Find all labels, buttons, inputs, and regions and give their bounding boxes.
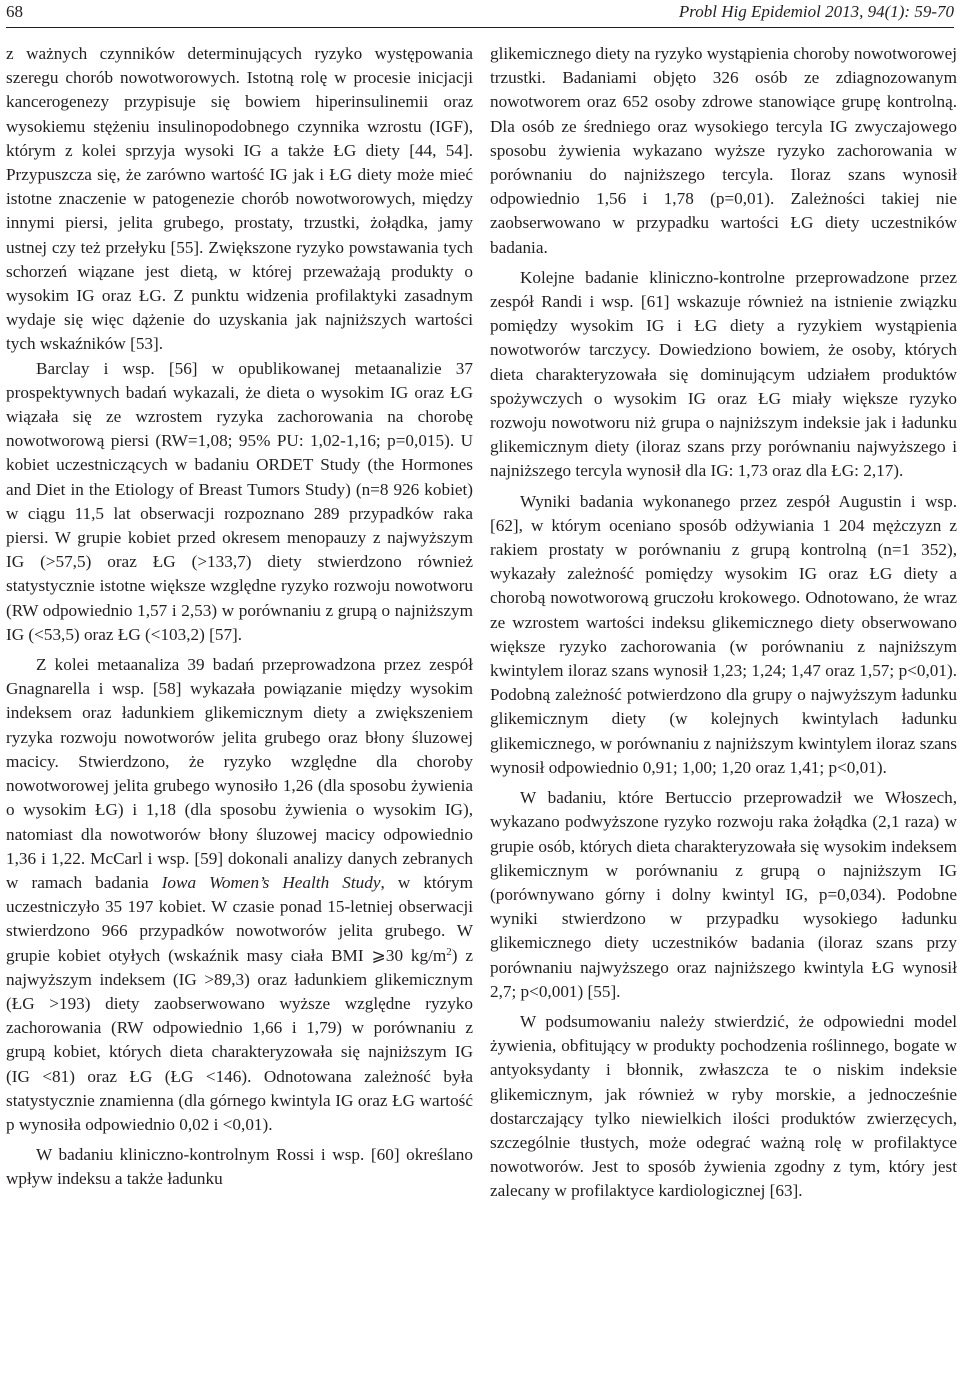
page-number: 68 [6,2,23,21]
paragraph: glikemicznego diety na ryzyko wystąpienia choroby nowotworowej trzustki. Badaniami objęto 326 osób ze zdiagnozowanym nowotworem oraz 652 osoby zdrowe stanowiące grupę kontrolną. Dla osób ze średniego oraz wysokiego tercyla IG zwyczajowego sposobu żywienia wykazano wyższe ryzyko zachorowania w porównaniu do najniższego tercyla. Iloraz szans wynosił odpowiednio 1,56 i 1,78 (p=0,01). Zależności takiej nie zaobserwowano w przypadku wartości ŁG diety uczestników badania. [490,44,957,257]
study-name: Iowa Women’s Health Study [161,872,381,892]
paragraph: Kolejne badanie kliniczno-kontrolne przeprowadzone przez zespół Randi i wsp. [61] wskazuje również na istnienie związku pomiędzy wysokim IG i ŁG diety a ryzykiem wystąpienia nowotworów tarczycy. Dowiedziono bowiem, że osoby, których dieta charakteryzowała się dominującym udziałem produktów spożywczych o wysokim IG oraz ŁG miały większe ryzyko rozwoju nowotworu niż grupa o najniższym indeksie jak i ładunku glikemicznym diety (iloraz szans przy porównaniu najwyższego i najniższego tercyla wynosił dla IG: 1,73 oraz dla ŁG: 2,17). [490,267,957,481]
paragraph: z ważnych czynników determinujących ryzyko występowania szeregu chorób nowotworowych. Istotną rolę w procesie inicjacji kancerogenezy przypisuje się bowiem hiperinsulinemii oraz wysokiemu stężeniu insulinopodobnego czynnika wzrostu (IGF), którym z kolei sprzyja wysoki IG a także ŁG diety [44, 54]. Przypuszcza się, że zarówno wartość IG jak i ŁG diety może mieć istotne znaczenie w patogenezie chorób nowotworowych, między innymi piersi, jelita grubego, prostaty, trzustki, żołądka, jamy ustnej czy też przełyku [55]. Zwiększone ryzyko powstawania tych schorzeń wiązane jest dietą, w której przeważają produkty o wysokim IG oraz ŁG. Z punktu widzenia profilaktyki zasadnym wydaje się więc dążenie do uzyskania jak najniższych wartości tych wskaźników [53]. [6,44,473,354]
left-column [6,42,473,1192]
paragraph-text: ) z najwyższym indeksem (IG >89,3) oraz ładunkiem glikemicznym (ŁG >193) diety zaobserwowano wyższe względne ryzyko zachorowania (RW odpowiednio 1,66 i 1,79) w porównaniu z grupą kobiet, których dieta charakteryzowała się najniższym IG (IG <81) oraz ŁG (ŁG <146). Odnotowana zależność była statystycznie znamienna (dla górnego kwintyla IG oraz ŁG wartość p wynosiła odpowiednio 0,02 i <0,01). [6,945,474,1134]
paragraph-text: , w którym uczestniczyło 35 197 kobiet. W czasie ponad 15-letniej obserwacji stwierdzono 966 przypadków nowotworów jelita grubego. W grupie kobiet otyłych (wskaźnik masy ciała BMI ⩾30 kg/m [6,872,473,965]
journal-reference [679,2,954,22]
page-header [6,0,954,28]
paragraph: Barclay i wsp. [56] w opublikowanej metaanalizie 37 prospektywnych badań wykazali, że dieta o wysokim IG oraz ŁG wiązała się ze wzrostem ryzyka zachorowania na chorobę nowotworową piersi (RW=1,08; 95% PU: 1,02-1,16; p=0,015). U kobiet uczestniczących w badaniu ORDET Study (the Hormones and Diet in the Etiology of Breast Tumors Study) (n=8 926 kobiet) w ciągu 11,5 lat obserwacji rozpoznano 289 przypadków raka piersi. W grupie kobiet przed okresem menopauzy z najwyższym IG (>57,5) oraz ŁG (>133,7) diety stwierdzono również statystycznie istotne większe względne ryzyko rozwoju nowotworu (RW odpowiednio 1,57 i 2,53) w porównaniu z grupą o najniższym IG (<53,5) oraz ŁG (<103,2) [57]. [6,358,473,644]
paragraph: Wyniki badania wykonanego przez zespół Augustin i wsp. [62], w którym oceniano sposób odżywiania 1 204 mężczyzn z rakiem prostaty w porównaniu z grupą kontrolną (n=1 352), wykazały zależność pomiędzy wysokim IG oraz ŁG diety a chorobą nowotworową gruczołu krokowego. Odnotowano, że wraz ze wzrostem wartości indeksu glikemicznego diety obserwowano większe ryzyko zachorowania (w porównaniu z najniższym kwintylem iloraz szans wynosił 1,23; 1,24; 1,47 oraz 1,57; p<0,01). Podobną zależność potwierdzono dla grupy o najwyższym ładunku glikemicznym diety (w kolejnych kwintylach ładunku glikemicznego, w porównaniu z najniższym kwintylem iloraz szans wynosił odpowiednio 0,91; 1,00; 1,20 oraz 1,41; p<0,01). [490,491,957,777]
journal-name: Probl Hig Epidemiol [678,2,821,21]
paragraph: W badaniu, które Bertuccio przeprowadził we Włoszech, wykazano podwyższone ryzyko rozwoju raka żołądka (2,1 raza) w grupie osób, których dieta charakteryzowała się wysokim indeksem glikemicznym w porównaniu z grupą o najniższym IG (porównywano górny i dolny kwintyl IG, p=0,034). Podobne wyniki stwierdzono w przypadku wysokiego ładunku glikemicznego diety uczestników badania (iloraz szans przy porównaniu najwyższego oraz najniższego kwintyla ŁG wynosił 2,7; p<0,001) [55]. [490,788,957,1001]
paragraph-text: Z kolei metaanaliza 39 badań przeprowadzona przez zespół Gnagnarella i wsp. [58] wykazała powiązanie między wysokim indeksem oraz ładunkiem glikemicznym diety a zwiększeniem ryzyka rozwoju nowotworów jelita grubego oraz błony śluzowej macicy. Stwierdzono, że ryzyko względne dla choroby nowotworowej jelita grubego wynosiło 1,26 (dla sposobu żywienia o wysokim ŁG) i 1,18 (dla sposobu żywienia o wysokim IG), natomiast dla nowotworów błony śluzowej macicy odpowiednio 1,36 i 1,22. McCarl i wsp. [59] dokonali analizy danych zebranych w ramach badania [6,655,473,892]
paragraph: W podsumowaniu należy stwierdzić, że odpowiedni model żywienia, obfitujący w produkty pochodzenia roślinnego, bogate w antyoksydanty i błonnik, zwłaszcza te o niskim indeksie glikemicznym, jak również w ryby morskie, a jednocześnie dostarczający tylko niewielkich ilości produktów zwierzęcych, szczególnie tłustych, może odegrać ważną rolę w profilaktyce nowotworów. Jest to sposób żywienia zgodny z tym, który jest zalecany w profilaktyce kardiologicznej [63]. [490,1011,957,1201]
right-column [490,42,957,1204]
journal-volume-pages: 2013, 94(1): 59-70 [820,2,954,21]
superscript: 2 [446,945,452,958]
paragraph [6,653,473,1137]
paragraph: W badaniu kliniczno-kontrolnym Rossi i wsp. [60] określano wpływ indeksu a także ładunku [6,1145,473,1189]
